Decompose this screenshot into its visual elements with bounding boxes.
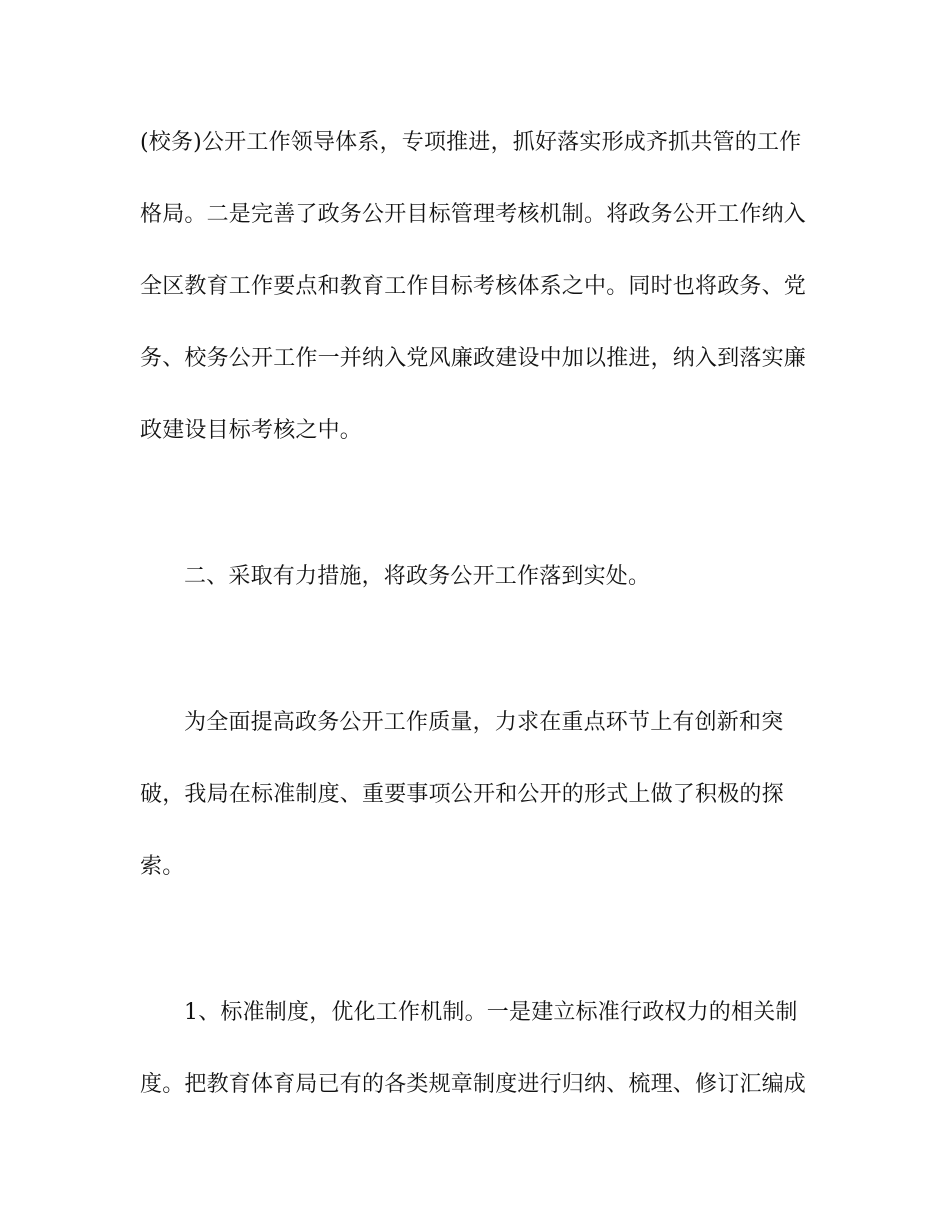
paragraph-line: 度。把教育体育局已有的各类规章制度进行归纳、梳理、修订汇编成 [140,1072,807,1097]
paragraph-line: 破，我局在标准制度、重要事项公开和公开的形式上做了积极的探 [140,782,784,807]
paragraph-line: 为全面提高政务公开工作质量，力求在重点环节上有创新和突 [184,710,784,735]
paragraph-line: 索。 [140,854,185,879]
paragraph-line: 格局。二是完善了政务公开目标管理考核机制。将政务公开工作纳入 [140,202,807,227]
paragraph-line: 全区教育工作要点和教育工作目标考核体系之中。同时也将政务、党 [140,274,807,299]
paragraph-line: 政建设目标考核之中。 [140,418,363,443]
section-heading: 二、采取有力措施，将政务公开工作落到实处。 [184,564,651,589]
paragraph-line: 1、标准制度，优化工作机制。一是建立标准行政权力的相关制 [184,1000,798,1025]
paragraph-line: (校务)公开工作领导体系，专项推进，抓好落实形成齐抓共管的工作 [140,130,802,155]
paragraph-line: 务、校务公开工作一并纳入党风廉政建设中加以推进，纳入到落实廉 [140,346,807,371]
